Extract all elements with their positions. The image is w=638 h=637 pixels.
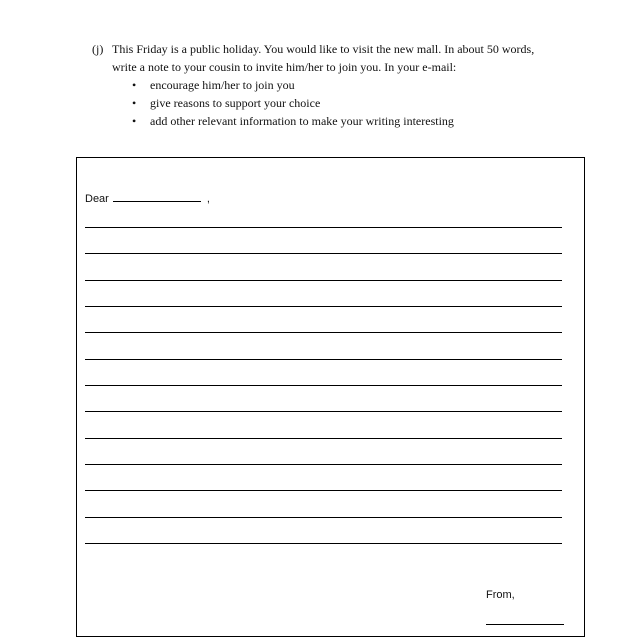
- instruction-list: [92, 76, 572, 130]
- writing-line[interactable]: [85, 332, 562, 333]
- greeting-comma: ,: [206, 193, 210, 205]
- writing-line[interactable]: [85, 280, 562, 281]
- question-label: (j): [92, 42, 104, 56]
- instruction-item: • encourage him/her to join you: [132, 76, 572, 94]
- writing-line[interactable]: [85, 490, 562, 491]
- sender-blank[interactable]: [486, 624, 564, 625]
- instruction-item: • give reasons to support your choice: [132, 94, 572, 112]
- recipient-blank[interactable]: [113, 190, 201, 202]
- instruction-item: • add other relevant information to make your writing interesting: [132, 112, 572, 130]
- writing-line[interactable]: [85, 359, 562, 360]
- writing-line[interactable]: [85, 438, 562, 439]
- greeting-text: Dear: [85, 193, 109, 205]
- writing-line[interactable]: [85, 517, 562, 518]
- question-text-1: This Friday is a public holiday. You would like to visit the new mall. In about 50 words,: [112, 42, 535, 56]
- question-line-2: write a note to your cousin to invite him/her to join you. In your e-mail:: [112, 60, 457, 74]
- question-block: [92, 40, 572, 130]
- writing-line[interactable]: [85, 306, 562, 307]
- writing-line[interactable]: [85, 227, 562, 228]
- writing-line[interactable]: [85, 385, 562, 386]
- writing-line[interactable]: [85, 464, 562, 465]
- question-line-1: [92, 40, 572, 58]
- answer-box: [76, 157, 585, 637]
- writing-line[interactable]: [85, 543, 562, 544]
- writing-line[interactable]: [85, 411, 562, 412]
- closing-text: From,: [486, 589, 515, 601]
- greeting-line: [85, 190, 210, 206]
- writing-line[interactable]: [85, 253, 562, 254]
